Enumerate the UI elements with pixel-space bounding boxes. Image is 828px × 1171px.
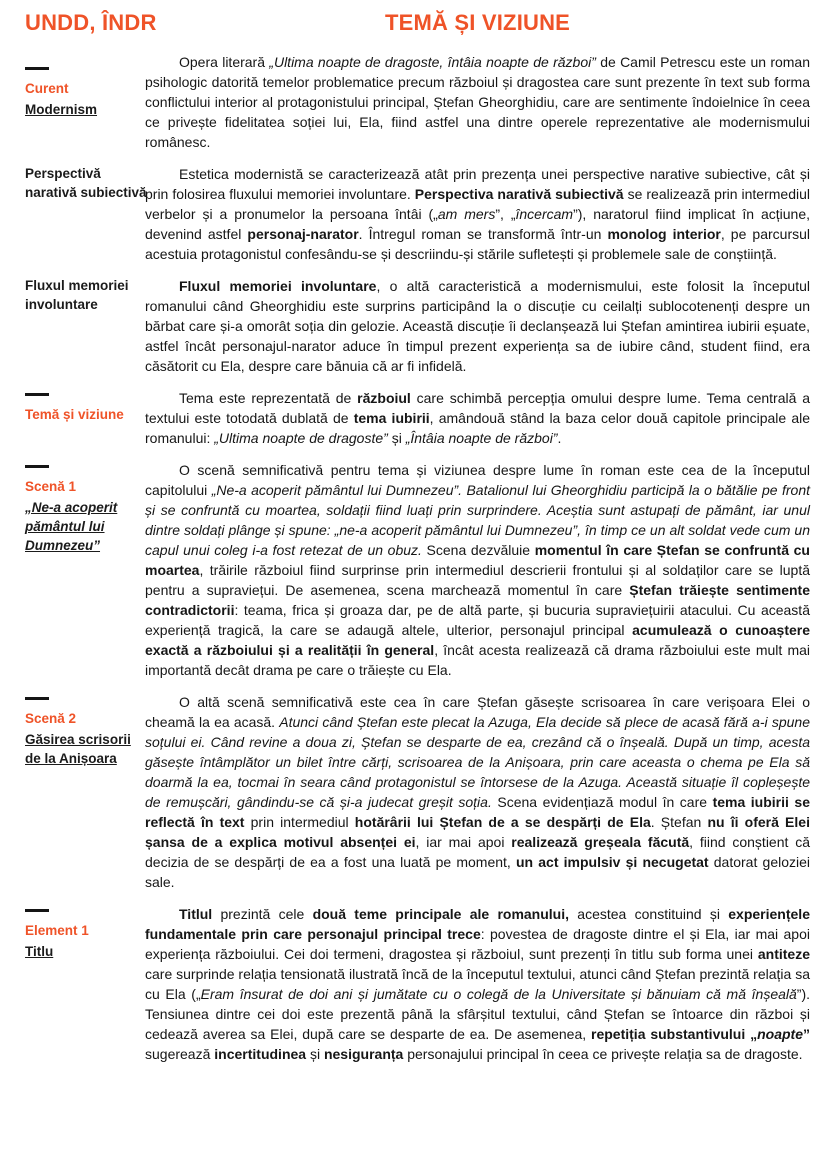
text-run: noapte [757,1026,803,1042]
text-run: : teama, frica și groaza dar, pe de altă parte, și bucuria supraviețuirii atacului. Cu această experiență tragică, la care se adaugă altele, ulterior, personajul principal [145,602,810,638]
text-run: și [306,1046,324,1062]
text-run: , fiind conștient că decizia de se despărți de ea a fost una luată pe moment, [145,834,811,870]
text-run: „Întâia noapte de război” [405,430,558,446]
text-run: un act impulsiv și necugetat [516,854,709,870]
text-run: acestea constituind și [569,906,729,922]
text-run: ”). Tensiunea dintre cei doi este prezentă până la sfârșitul textului, când Ștefan se întoarce din război și cedează averea sa Elei, după care se desparte de ea. De asemenea, [145,986,811,1042]
section-row-scena-1 [25,460,810,680]
section-row-flux [25,276,810,376]
sidebar-quote-line: „Ne-a acoperit [25,500,118,515]
sidebar-subheading: Titlu [25,944,54,959]
sidebar-label-line: involuntare [25,297,98,312]
text-run: antiteze [757,946,810,962]
text-run: „Ultima noapte de dragoste” [214,430,388,446]
sidebar-quote-line: Dumnezeu” [25,538,101,553]
text-run: incertitudinea [214,1046,307,1062]
text-run: . Ștefan [650,814,708,830]
text-run: realizează greșeala făcută [511,834,690,850]
text-run: hotărârii lui Ștefan de a se despărți de Ela [354,814,651,830]
doc-abbrev-title: UNDD, ÎNDR [25,10,157,35]
text-run: două teme principale ale romanului, [312,906,570,922]
paragraph-tema [145,388,810,448]
sidebar-heading: Scenă 2 [25,711,77,726]
text-run: Eram însurat de doi ani și jumătate cu o colegă de la Universitate și bănuiam că mă înșeală [200,986,797,1002]
text-run: ” [803,1026,810,1042]
text-run: , încât acesta realizează că drama războiului este mult mai importantă decât drama pe care o trăiește cu Ela. [145,642,811,678]
text-run: acumulează o cunoaștere exactă a războiului și a realității în general [145,622,811,658]
paragraph-introduction [145,52,810,152]
text-run: Tema este reprezentată de [179,390,358,406]
text-run: „Ne-a acoperit pământul lui Dumnezeu”. Batalionul lui Gheorghidiu participă la o bătălie pe front și se confruntă cu moartea, soldații fiind luați prin surprindere. Aceștia sunt astupați de pământ, iar unul dintre soldați plânge și spune: „ne-a acoperit pământul lui Dumnezeu”, în timp ce un alt soldat vede cum un capul unui coleg i-a fost retezat de un obuz. [145,482,810,558]
text-run: personaj-narator [247,226,359,242]
section-row-curent [25,52,810,152]
sidebar-block-scena-2 [25,692,145,768]
text-run: și [387,430,406,446]
text-run: am mers [437,206,496,222]
text-run: , iar mai apoi [415,834,512,850]
sidebar-heading: Temă și viziune [25,407,124,422]
section-divider-dash [25,465,49,468]
sidebar-subheading-line: Găsirea scrisorii [25,732,131,747]
paragraph-titlu [145,904,810,1064]
sidebar-subheading-line: de la Anișoara [25,751,117,766]
text-run: tema iubirii [353,410,430,426]
paragraph-scena-2 [145,692,810,892]
text-run: momentul în care Ștefan se confruntă cu moartea [145,542,810,578]
sidebar-label-line: narativă subiectivă [25,185,147,200]
text-run: . [557,430,562,446]
sidebar-heading: Curent [25,81,69,96]
text-run: care schimbă percepția omului despre lume. Tema centrală a textului este totodată dublată de [145,390,811,426]
text-run: O altă scenă semnificativă este cea în care Ștefan găsește scrisoarea în care verișoara Elei o cheamă la ea acasă. [145,694,810,730]
text-run: Estetica modernistă se caracterizează atât prin prezența unei perspective narative subiective, cât și prin folosirea fluxului memoriei involuntare. [145,166,810,202]
text-run: Fluxul memoriei involuntare [179,278,377,294]
text-run: care surprinde relația tensionată ilustrată încă de la începutul textului, atunci când Ștefan prezintă relația sa cu Ela („ [145,966,810,1002]
text-run: Titlul [179,906,213,922]
text-run: ”), naratorul fiind implicat în acțiune, devenind astfel [145,206,811,242]
section-row-tema [25,388,810,448]
text-run: tema iubirii se reflectă în text [145,794,810,830]
text-run: încercam [515,206,574,222]
text-run: , trăirile războiul fiind surprinse prin intermediul descrierii frontului și al soldaților care se luptă pentru a supraviețui. De asemenea, scena marchează momentul în care [145,562,810,598]
text-run: se realizează prin intermediul verbelor și a pronumelor la persoana întâi („ [145,186,810,222]
sidebar-block-element-1 [25,904,145,961]
text-run: prin intermediul [244,814,355,830]
text-run: Scena evidențiază modul în care [491,794,713,810]
sidebar-heading: Scenă 1 [25,479,77,494]
text-run: nu îi oferă Elei șansa de a explica motivul absenței ei [145,814,810,850]
section-divider-dash [25,393,49,396]
paragraph-fluxul-memoriei [145,276,810,376]
sidebar-block-tema [25,388,145,426]
text-run: Ștefan trăiește sentimente contradictorii [145,582,810,618]
text-run: : povestea de dragoste dintre el și Ela, iar mai apoi experiența războiului. Cei doi termeni, dragostea și războiul, sunt prezenți în titlu sub forma unei [145,926,810,962]
text-run: de Camil Petrescu este un roman psihologic datorită temelor problematice precum războiul și dragostea care sunt prezente în text sub forma conflictului interior al protagonistului principal, Ștefan Gheorghidiu, care are sentimente îndoielnice în ceea ce privește fidelitatea soției lui, Ela, fiind astfel una dintre operele reprezentative ale modernismului românesc. [145,54,810,150]
paragraph-perspectiva-narativa [145,164,810,264]
section-row-perspectiva [25,164,810,264]
text-run: . Întregul roman se transformă într-un [358,226,608,242]
sidebar-heading: Element 1 [25,923,89,938]
text-run: „Ultima noapte de dragoste, întâia noapte de război” [269,54,596,70]
text-run: O scenă semnificativă pentru tema și viziunea despre lume în roman este cea de la începutul capitolului [145,462,810,498]
text-run: repetiția substantivului „ [591,1026,758,1042]
text-run: datorat geloziei sale. [145,854,811,890]
section-row-element-1 [25,904,810,1064]
sidebar-subheading: Modernism [25,102,98,117]
text-run: , o altă caracteristică a modernismului, este folosit la începutul romanului când Gheorghidiu este surprins participând la o discuție cu ceilalți sublocotenenți despre un bărbat care și-a omorât soția din gelozie. Această discuție îi declanșează lui Ștefan amintirea iubirii eșuate, astfel încât personajul-narator aduce în timpul prezent experiența sa de iubire când, student fiind, era căsătorit cu Ela, despre care bănuia că ar fi infidelă. [145,278,810,374]
text-run: războiul [357,390,411,406]
sidebar-quote-line: pământul lui [25,519,105,534]
text-run: prezintă cele [212,906,313,922]
sidebar-block-curent [25,62,145,119]
text-run: Atunci când Ștefan este plecat la Azuga, Ela decide să plece de acasă fără a-i spune soțului ei. Când revine a doua zi, Ștefan se desparte de ea, crezând că o înșeală. După un timp, acesta găsește întâmplător un bilet între cărți, scrisoarea de la Anișoara, prin care aceasta o chema pe Ela să doarmă la ea, tocmai în seara când protagonistul se întorsese de la Azuga. Această situație îl copleșește de remușcări, gândindu-se că și-a judecat greșit soția. [145,714,810,810]
sidebar-block-scena-1 [25,460,145,555]
text-run: ”, „ [495,206,516,222]
paragraph-scena-1 [145,460,810,680]
text-run: monolog interior [607,226,721,242]
section-divider-dash [25,909,49,912]
section-divider-dash [25,697,49,700]
section-divider-dash [25,67,49,70]
text-run: personajului principal în ceea ce privește relația sa de dragoste. [403,1046,803,1062]
text-run: Perspectiva narativă subiectivă [414,186,624,202]
text-run: , amândouă stând la baza celor două capitole principale ale romanului: [145,410,810,446]
sidebar-label-line: Fluxul memoriei [25,278,129,293]
text-run: , pe parcursul acestuia protagonistul confesându-se și descriindu-și stările sufletești și problemele sale de conștiință. [145,226,811,262]
text-run: sugerează [145,1046,215,1062]
text-run: Scena dezvăluie [421,542,535,558]
text-run: experiențele fundamentale prin care personajul principal trece [145,906,810,942]
sidebar-block-flux [25,276,145,314]
sidebar-label-line: Perspectivă [25,166,101,181]
page-header [25,10,810,42]
page-title: TEMĂ ȘI VIZIUNE [384,10,571,35]
section-row-scena-2 [25,692,810,892]
text-run: nesiguranța [323,1046,404,1062]
sidebar-block-perspectiva [25,164,145,202]
text-run: Opera literară [179,54,270,70]
